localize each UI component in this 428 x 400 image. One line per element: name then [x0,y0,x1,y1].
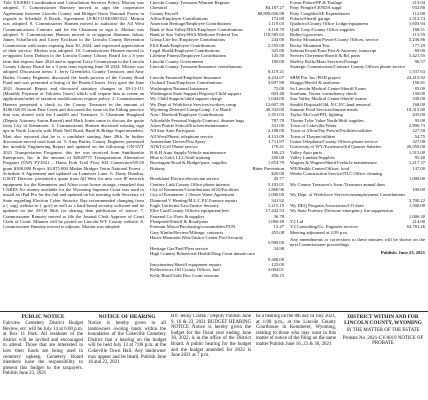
entry-payee: Quill Corp./County Office supplies [290,26,355,32]
entry-amount: 325.00 [271,48,284,54]
entry-payee: Aon / Hartford/Employee Contributions [150,112,224,118]
register-entry [290,64,425,69]
warrant-register-column-2 [290,0,425,308]
entry-payee: AT&T/Cell Phone service [150,144,198,150]
entry-payee: Brittany [150,165,166,171]
entry-payee: Kelly Blue/Child Disc Court sessions [150,272,219,278]
entry-payee: Union Telephone/County Offices,phone service [290,138,378,144]
entry-payee: Legal Shield/Employee Contributions [150,48,220,54]
entry-amount: 1,119.03 [268,21,284,27]
entry-amount: 3,004.01 [267,267,284,273]
entry-payee: Skaggs/Sheriff & uniforms [290,80,340,86]
notice-text: Fairview Cemetery District Budget Review, etc. will be July 14 at 6:00 p.m. at Box 11 Park. All residents of the district will be invited and encouraged to attend. Those that are interested in how their funds are being used in cemetery upkeep. Cemetery Board members have the responsibility to present this budget to the taxpayers. Publish June 23, 2021 [3,321,83,377]
entry-payee: All West/Phone, telephone service [150,133,214,139]
notice-heading: DISTRICT WITHIN AND FOR LINCOLN COUNTY, WYOMING [344,314,422,326]
entry-amount: 330.00 [412,96,425,102]
entry-amount: 170.41 [271,144,284,150]
entry-payee: Harris Mountain West/Justice Center Prof.Security [150,235,244,241]
entry-amount: $4,187.27 [265,5,284,11]
entry-payee: Kelleriviews Off County Offices, fuel [150,267,220,273]
entry-amount: 1,515.00 [408,149,425,155]
entry-amount: 1,500.00 [408,203,425,209]
entry-payee: Eagle Uniforms/Law/Justice Security [150,203,219,209]
entry-payee: Bank of Star Valley/HSA/Medicare Federal Tax [150,32,238,38]
register-rows-2 [290,0,425,235]
entry-amount: 341.92 [271,197,284,203]
entry-payee: Valley Auto parts [290,149,322,155]
entry-payee: Servtex Cheyenne/Sheriff & Rd, parts [290,53,360,59]
budget-hearing-notice [171,314,251,400]
entry-amount: 1,537.63 [408,69,425,75]
entry-payee: Afflac/Employee Contributions [150,16,208,22]
entry-payee: Wagner & Wagner/Sheriff/vehicle maintenance [290,160,377,166]
entry-payee: So Lincoln Medical Center/Sheriff Exam [290,85,366,91]
notice-of-hearing [88,314,166,400]
entry-amount: 450.00 [271,154,284,160]
entry-payee: Stealth Disposal/Old, N.C.P.C.land removal [290,101,371,107]
entry-amount: 431.00 [271,122,284,128]
entry-amount: 1,215.19 [267,203,284,209]
entry-payee: Forms Palace/PP & Trailage [290,0,343,5]
entry-payee: Town of Afton/Pay Pres/at/Facilities/utilities [290,128,372,134]
entry-payee: Meeting adjourned at 2:59 p.m. [290,229,348,235]
entry-amount: 63,781.26 [406,224,425,230]
public-notice-cemetery [3,314,83,400]
entry-amount: 1,421.55 [408,53,425,59]
entry-payee: Rocky Mountain Power/County Offices, service [290,37,379,43]
register-entry [290,192,425,197]
entry-payee: Blue to Gold, LLC/Staff training [150,154,211,160]
entry-payee: Fleetpride/Sheriff & Road/parts [150,219,209,225]
entry-amount: 145.50 [271,53,284,59]
entry-payee: Weeks Construction Service/NLC Office cleaning [290,171,382,176]
entry-amount: 180.00 [271,58,284,64]
entry-amount: 1,351.03 [267,112,284,118]
notice-heading: NOTICE OF HEARING [98,314,156,320]
entry-amount: 5,103.01 [267,181,284,187]
entry-payee: Town of Thayne/utilities [290,133,336,139]
entry-payee: Wy County Treasurer's Assn./Treasurer annual dues [290,181,386,187]
entry-amount: 4,131.09 [267,133,284,139]
entry-amount: 17,442.53 [265,208,284,214]
publish-date: Publish: June 23, 2021 [380,249,425,255]
entry-amount: 1,860.96 [267,187,284,193]
entry-amount: 95.48 [414,154,425,160]
entry-payee: Fastenal Co./Parts & supplies [150,213,205,219]
notice-text: Notice is hereby given to all landowners owning lands within the boundaries of the Cokeville Cemetery District that a hearing on the budget will be held July 13 at 7:00 p.m. at the Cokeville Town Hall. Any landowner may appear and be heard. Publish June 16 and 23, 2021 [88,321,166,366]
entry-payee: B & H Auto Supply/Vehicle maintenance [150,149,226,155]
entry-amount: 3,697.98 [267,80,284,86]
entry-amount: 8,119.21 [268,69,284,75]
entry-amount: 100.00 [412,187,425,193]
entry-payee: Taylor McCord/PFI, lighting [290,112,343,118]
entry-payee: Rocky Mountain Test [290,42,330,48]
entry-amount: 1,060.49 [267,219,284,225]
minutes-column [3,0,144,308]
entry-amount: 244.00 [271,37,284,43]
entry-amount: 150.81 [412,80,425,86]
entry-payee: Diamond V Heating/M.L.C.P.E.Furnace repairs [150,197,238,203]
entry-payee: Wy Dept. of Workforce Services/unemployment Contributions [290,192,406,198]
entry-payee: Y2 Ltd [290,219,304,225]
entry-payee: Valley Lumber/Supplies [290,154,335,160]
entry-amount: 1,512.74 [408,16,425,22]
entry-payee: Star Valley Medical Center/Sheriff exams [290,96,367,102]
entry-amount: 932.80 [412,5,425,11]
entry-amount: $20.00 [271,171,284,176]
entry-payee: Thorne Tyler Value North/Shift supplies [290,117,364,123]
entry-amount: 3,700.22 [408,197,425,203]
entry-payee: Wy Child Support/child support charge [150,96,223,102]
entry-amount: 48,332.00 [265,106,284,112]
entry-amount: 327.08 [412,138,425,144]
entry-amount: 118,585.65 [263,32,284,38]
entry-payee: WE/Health Center/Officer, food [290,165,350,171]
register-rows [150,5,284,278]
entry-amount: 172.68 [271,16,284,22]
notice-text: BY: Jenny Clarke / Deputy Publish June 9, 16 & 23, 2021 BUDGET HEARING NOTICE Notice is hereby given the budget for the fiscal year ending June 30, 2022, is in the office of the District Board. A public hearing for the budget and the budget amended for 2022 is June 2021 at 7 p.m. [171,314,251,359]
notice-text: be a hearing on the 8th day of July 2021, at 1:00 p.m., at the Lincoln County Courthouse in Kemmerer, Wyoming, relating to those who may want in this matter of notice of the filing on the same matter Publish June 16, 23 & 30, 2021 [256,314,336,347]
entry-payee: Brookland Electric/electrician service [150,176,220,182]
entry-payee: Wyoming Deferred Comp/Comp. Co-Match [150,106,232,112]
entry-payee: High Country Behavioral Health/Drug Court inmate care [150,251,255,257]
entry-amount: $8,890,656.98 [257,10,284,16]
entry-payee: American Heritage/Employee Contributions [150,21,232,27]
entry-payee: Gary Kluthe/Review/Mileage, contracts [150,229,224,235]
entry-amount: 150.00 [412,90,425,96]
entry-amount: 26,050.00 [406,144,425,150]
entry-amount: 95.00 [414,117,425,123]
amendments-note: Any amendments or corrections to these minutes will be shown on the next Commissioner proceedings. [290,237,425,248]
entry-amount: 1,854.79 [267,160,284,166]
register-entry [290,230,425,235]
entry-payee: Heritage Gas/Fuel/Fleet service [150,245,209,251]
entry-payee: Patty Coughlin/SE Expenditures [290,10,350,16]
notice-text: Probate No. 2021-CV-0019 NOTICE OF PROBATE [342,335,424,347]
entry-amount: 115.59 [412,32,425,38]
entry-payee: Lincoln County Government [150,58,204,64]
entry-payee: Washington State Support Registry/Child support [150,90,241,96]
entry-amount: 1,603.94 [408,21,425,27]
entry-amount: 1,044.00 [267,96,284,102]
entry-payee: Chemtrol [150,5,168,11]
entry-payee: Washington National Insurance [150,85,208,91]
register-entry [150,273,284,278]
entry-payee: Boreiagam Road & Bridge/parts, supplies [150,160,227,166]
entry-payee: Pany Pringle/CENDA suppl [290,5,342,11]
entry-payee: Intoximeters/Sheriff equipment repairs [150,261,222,267]
entry-payee: Sabrina Erwin/Euro Fair & Attorney, transcript [290,48,377,54]
entry-amount: 1,000.00 [408,176,425,182]
entry-amount: 603.48 [271,90,284,96]
entry-payee: Qualtrics/County Office Lodge/equipment [290,21,368,27]
entry-amount: 235.00 [412,112,425,118]
warrant-register-column [150,0,284,308]
entry-amount: 96.57 [414,58,425,64]
entry-amount: 4,118.70 [268,26,284,32]
entry-amount: 24,415.92 [406,74,425,80]
entry-amount: 1,006.30 [408,213,425,219]
entry-amount: 166.23 [271,149,284,155]
entry-amount: 1,711.97 [268,138,284,144]
entry-payee: Orchard Trust/Employee Contributions [150,80,222,86]
entry-payee: Affordable Personal Supply/Contract, disaster bags [150,117,245,123]
notice-subheading: IN THE MATTER OF THE ESTATE [346,328,420,333]
entry-amount: 75.00 [273,85,284,91]
register-header: Lincoln County Treasurer/Warrant Register [150,0,230,5]
entry-amount: 227.50 [412,128,425,134]
entry-payee: Summit Food Services/Inmate meals [290,106,358,112]
entry-amount: 125.00 [271,261,284,267]
section-divider [0,311,428,312]
entry-amount: 12,607.39 [265,101,284,107]
entry-amount: 455.08 [271,229,284,235]
entry-payee: Y2 Consulting/Co. Engineer services [290,224,359,230]
entry-amount: 1,000.00 [267,192,284,198]
entry-amount: 4,234.67 [267,74,284,80]
probate-notice [341,314,425,400]
entry-payee: Wy State Forestry Division/ emergency fire suppression [290,208,393,214]
entry-amount: 112.00 [412,10,425,16]
entry-amount: 10,315.80 [406,106,425,112]
entry-amount: 54.75 [414,133,425,139]
entry-amount: 214.08 [412,219,425,225]
entry-payee: SBM Fin. Inc./POD project [290,74,341,80]
entry-payee: Elite Card/County Officers equipment/fees [150,208,229,214]
entry-amount: 69.00 [414,48,425,54]
entry-payee: Strategic Commissions/Contract County Offices phone service [290,64,406,70]
entry-payee: Bank of Star Valley/HSA/Employee Contributions [150,26,243,32]
entry-amount: 5,236.86 [408,37,425,43]
minutes-text: Title XX/ERO Coordination and Consultation Services Policy. Motion was adopted. 7. Commissioner Rumsey moved to sign the cooperative Agreement between Lincoln County and Bridger-Teton National Forest in regards to Schedule A Roads, Agreement 18-RO-11040300-022. Motion was adopted. 8. Commissioner Hansen moved to authorize the All West Communications Contract and for the Chairman to sign it. Motion was adopted. 9. Commissioner Hansen moved to re-appoint Shannon Julian, James Schaffarick and Corey Erickson to the Lincoln County Recreation Commission with terms expiring June 30, 2024, and expressed appreciation of their service. Motion was adopted. 10. Commissioner Hansen moved to re-appoint Lynn Dobson to the Lincoln County Library Board for a 3 year term that expires June 2024 and to appoint Tracy Countryman to the Lincoln County Library Board for a 3 year term expiring June 30 2024. Motion was adopted. Discussion items: 1. Jerry Greenfield, County Treasurer, and Amy Butler, County Engineer, discussed the funds process of the County Road Fund and was presented a listing of the Roads-Cluster. Jerry gave the June 2021 financial Report and discussed statutory changes in 39-13-111 (Monthly Payment of Valorem Taxes) which will require him to create an application/order of taxation modifications require policy. 2. Commissioner Hansen presented a check to the County Treasurer in the amount of $186,020.83 from Pine Creek and discussed the issue on the Eiding practice that was shared with the Landfill and Treasurer. 3. Chairman Haagland (Deputy Attorney Aaron Barrett) and Mark Jones came to discuss the quote from City of Kemmerer. 4. Commissioner Hansen discussed missing sign ups in North Lincoln with Mark Nell Road, Band & Bridge Superintendent. Matt also reported that he is a candidate starting June 28th. In further discussion moved road fund on. 5. Amy Butler, County Engineer, presented her monthly Engineering Report and updated on the following: ON-SVT 2021 Transportation Programs: this fee was received from Smithsonite Enterprises, Inc. in the amount of $2020775 Transportation Alternative Program (TAP) FY2021 – Hams Fork Trail Prior $32 Connection-00-20 grant $300,000 Project $2,875,000 Market Bridger Teton National Forest – Schedule A Agreement and updated on Lamesser Lane. 6. Dusty Dundon, GIS/IT Director, presented a quote from All West for new core IP network equipment for the Kemmerer and Afton court house storage, remarked that CARES Act money available for the Wyoming Supreme Court was used to install an iPad Pro for the Jail and updated on his meeting with Secretary of State regarding Election Cyber Security. Ray recommended changing from a ( .org) website to ( .gov) as well as a hard-based security software and he updated on the AVOS Bids for sharing data publication of notice. 7. Commissioner Rumsey moved to file the Journal Clerk Approve of Court Clerk of Court. Minutes will be posted on Lincoln WY County website. 8. Commissioner Rumsey moved to adjourn. Motion was adopted. [3,0,144,230]
entry-amount: 1,217.37 [408,160,425,166]
entry-amount: 2,188.00 [267,128,284,134]
entry-amount: 34.98 [273,245,284,251]
entry-payee: Afton Prairie School/Kitchen maintenance [150,122,229,128]
entry-payee: Amsterdam Drives/Pest Spray [150,138,206,144]
entry-amount: 5,900.00 [267,240,284,246]
entry-amount: 83.00 [414,85,425,91]
court-hearing-notice [256,314,336,400]
entry-amount: 213.04 [412,0,425,5]
entry-amount: 177.29 [412,42,425,48]
entry-payee: University of WY/Extension/3rd Quarter Salaries [290,144,382,150]
entry-payee: Shelley Rollo/Mass Services/Postage [290,58,359,64]
entry-payee: All Star Auto Parts/parts [150,128,196,134]
entry-payee: Town of Cokeville/Water [290,122,337,128]
entry-amount: 15.47 [273,224,284,230]
entry-payee: County Payroll [150,10,178,16]
entry-amount: 168.00 [412,101,425,107]
entry-payee: City of Kemmerer 1 /Sewer Water Agreement [150,192,235,198]
entry-amount: 36.78 [273,213,284,219]
entry-payee: ESA Bank/Employee Contributions [150,42,216,48]
entry-amount: 147.00 [412,165,425,171]
entry-payee: Century Link/County Office phone internet [150,181,230,187]
entry-amount: 9,300.00 [267,256,284,262]
entry-payee: Wy Dept of Workforce Services/workers comp [150,101,237,107]
entry-payee: Group Life Inc./Employee Contributions [150,37,226,43]
entry-payee: Southam, Teresa /consultancy check [290,90,357,96]
entry-amount: 2,896.73 [408,122,425,128]
entry-amount: 456.25 [271,272,284,278]
entry-amount: 45.77 [273,176,284,182]
entry-payee: City of Kemmerer/Contributions SGD/Facilities [150,187,239,193]
entry-payee: Lincoln Financial/Employee Insurance [150,74,222,80]
entry-payee: Fremont Motor/Purchasing/consumables/PUN [150,224,236,230]
entry-payee: Lifetime Fitness/Employee Contributions [150,53,227,59]
entry-amount: 2,555.00 [267,42,284,48]
notice-heading: PUBLIC NOTICE [21,314,65,320]
entry-payee: Wy DEQ Program Association/CO dues [290,203,364,209]
entry-payee: Polaris/Sheriff garage [290,16,331,22]
entry-payee: Ridley's/groceries [290,32,323,38]
entry-payee: Lincoln County Treasurer/Insurance contributions [150,64,242,70]
entry-amount: 168.51 [412,26,425,32]
entry-amount: Bitter Prevention [252,165,284,171]
entry-amount: 787.78 [271,117,284,123]
